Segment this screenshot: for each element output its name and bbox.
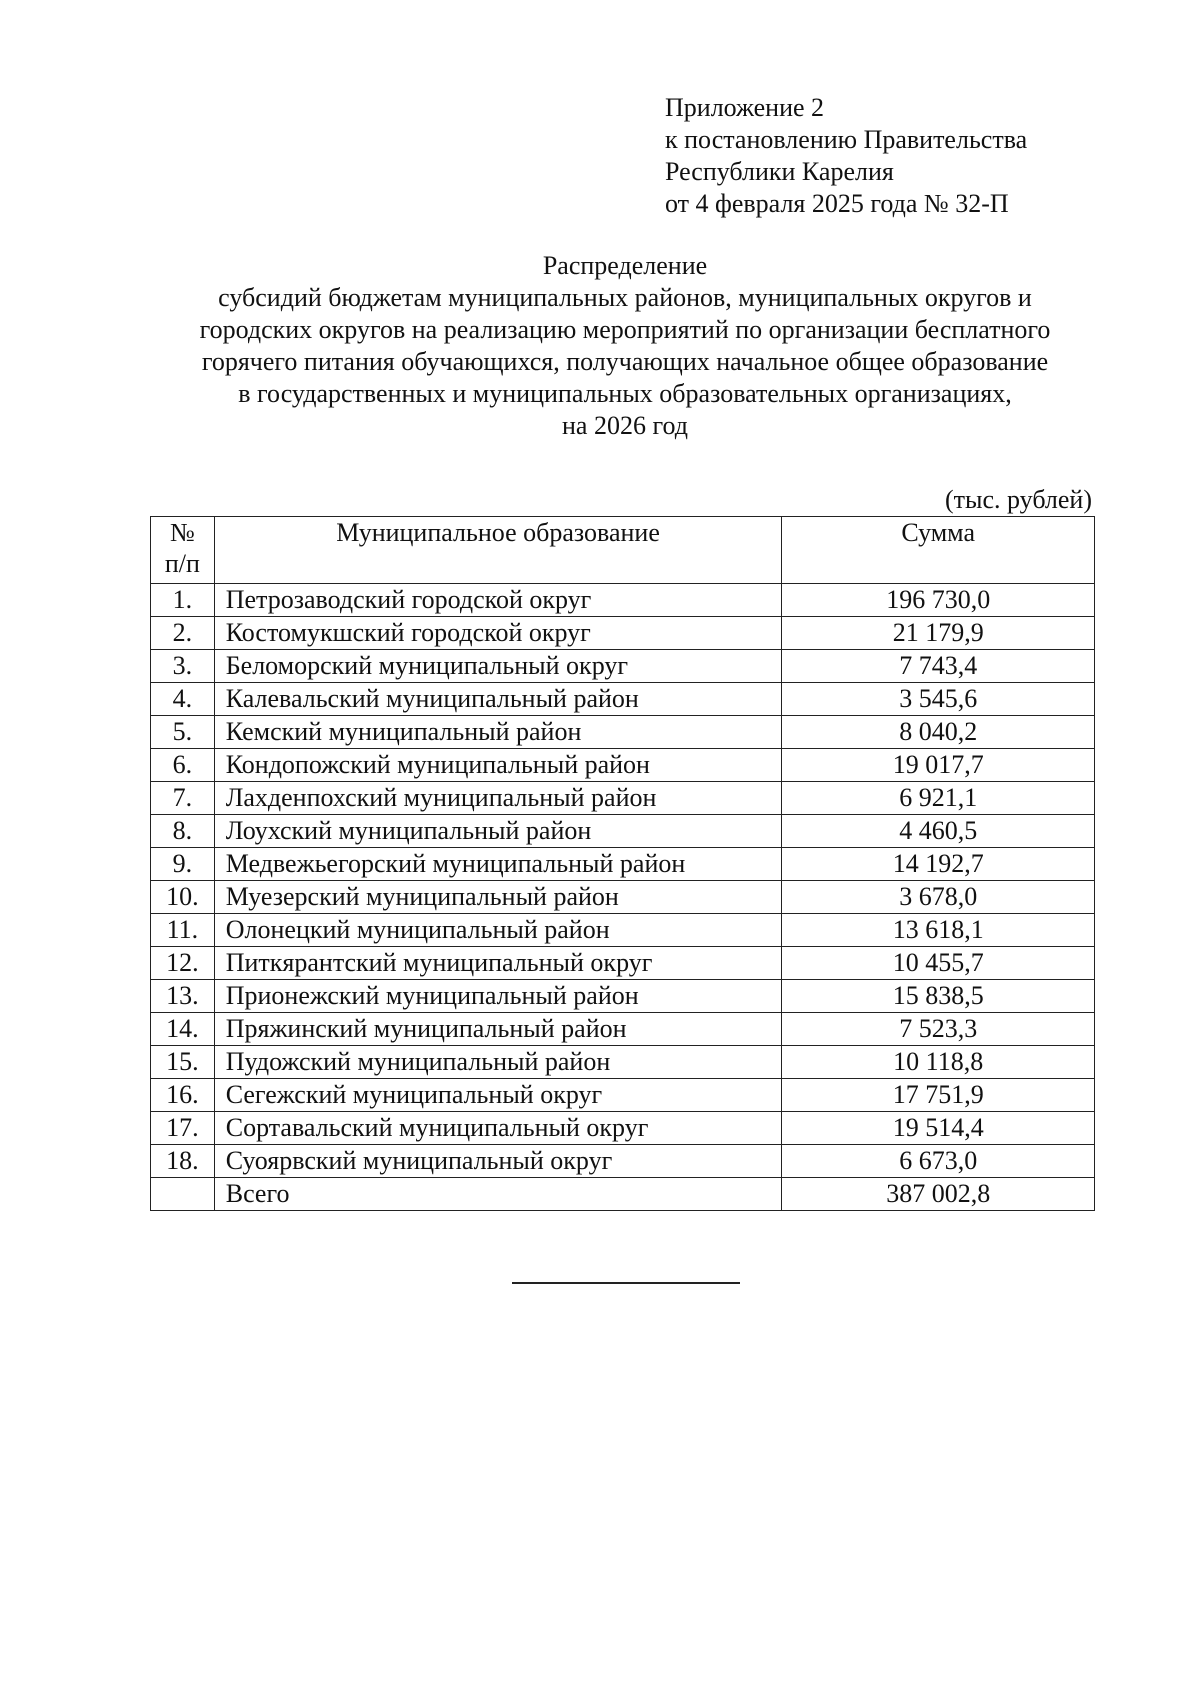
table-row bbox=[151, 1046, 1095, 1079]
header-number-sign: № bbox=[169, 518, 195, 547]
units-label: (тыс. рублей) bbox=[944, 485, 1092, 514]
row-municipality: Сегежский муниципальный округ bbox=[214, 1079, 782, 1112]
total-row bbox=[151, 1178, 1095, 1211]
table-body bbox=[151, 584, 1095, 1211]
table-row bbox=[151, 782, 1095, 815]
table-row bbox=[151, 650, 1095, 683]
row-municipality: Беломорский муниципальный округ bbox=[214, 650, 782, 683]
row-municipality: Пряжинский муниципальный район bbox=[214, 1013, 782, 1046]
row-number: 15. bbox=[151, 1046, 215, 1079]
appendix-decree-line: к постановлению Правительства bbox=[665, 125, 1028, 154]
table-row bbox=[151, 683, 1095, 716]
document-title bbox=[110, 250, 1140, 442]
row-sum: 196 730,0 bbox=[782, 584, 1095, 617]
row-municipality: Медвежьегорский муниципальный район bbox=[214, 848, 782, 881]
table-row bbox=[151, 980, 1095, 1013]
title-line-1: Распределение bbox=[542, 251, 708, 280]
header-sum: Сумма bbox=[782, 517, 1095, 584]
row-sum: 19 017,7 bbox=[782, 749, 1095, 782]
table-row bbox=[151, 848, 1095, 881]
row-sum: 10 455,7 bbox=[782, 947, 1095, 980]
row-number: 10. bbox=[151, 881, 215, 914]
row-municipality: Калевальский муниципальный район bbox=[214, 683, 782, 716]
row-sum: 7 523,3 bbox=[782, 1013, 1095, 1046]
row-municipality: Лахденпохский муниципальный район bbox=[214, 782, 782, 815]
table-header-row bbox=[151, 517, 1095, 584]
header-municipality: Муниципальное образование bbox=[214, 517, 782, 584]
title-line-4: горячего питания обучающихся, получающих начальное общее образование bbox=[201, 347, 1049, 376]
row-sum: 4 460,5 bbox=[782, 815, 1095, 848]
row-municipality: Прионежский муниципальный район bbox=[214, 980, 782, 1013]
row-number: 16. bbox=[151, 1079, 215, 1112]
row-number: 9. bbox=[151, 848, 215, 881]
table-row bbox=[151, 881, 1095, 914]
row-number: 3. bbox=[151, 650, 215, 683]
row-sum: 10 118,8 bbox=[782, 1046, 1095, 1079]
appendix-number: Приложение 2 bbox=[665, 93, 825, 122]
row-municipality: Кемский муниципальный район bbox=[214, 716, 782, 749]
row-number: 12. bbox=[151, 947, 215, 980]
total-sum: 387 002,8 bbox=[782, 1178, 1095, 1211]
row-sum: 8 040,2 bbox=[782, 716, 1095, 749]
table-row bbox=[151, 1013, 1095, 1046]
appendix-republic-line: Республики Карелия bbox=[665, 157, 894, 186]
header-number-abbr: п/п bbox=[164, 549, 200, 578]
table-row bbox=[151, 1112, 1095, 1145]
row-municipality: Питкярантский муниципальный округ bbox=[214, 947, 782, 980]
row-number: 14. bbox=[151, 1013, 215, 1046]
row-municipality: Костомукшский городской округ bbox=[214, 617, 782, 650]
row-sum: 14 192,7 bbox=[782, 848, 1095, 881]
appendix-date-line: от 4 февраля 2025 года № 32-П bbox=[665, 189, 1009, 218]
row-municipality: Кондопожский муниципальный район bbox=[214, 749, 782, 782]
row-number: 4. bbox=[151, 683, 215, 716]
row-sum: 13 618,1 bbox=[782, 914, 1095, 947]
row-number: 17. bbox=[151, 1112, 215, 1145]
title-line-5: в государственных и муниципальных образовательных организациях, bbox=[238, 379, 1012, 408]
row-municipality: Сортавальский муниципальный округ bbox=[214, 1112, 782, 1145]
row-municipality: Олонецкий муниципальный район bbox=[214, 914, 782, 947]
row-municipality: Суоярвский муниципальный округ bbox=[214, 1145, 782, 1178]
table-row bbox=[151, 1079, 1095, 1112]
row-sum: 7 743,4 bbox=[782, 650, 1095, 683]
table-row bbox=[151, 749, 1095, 782]
table-row bbox=[151, 947, 1095, 980]
table-row bbox=[151, 617, 1095, 650]
title-line-3: городских округов на реализацию мероприятий по организации бесплатного bbox=[199, 315, 1051, 344]
row-sum: 6 921,1 bbox=[782, 782, 1095, 815]
row-number: 18. bbox=[151, 1145, 215, 1178]
row-municipality: Лоухский муниципальный район bbox=[214, 815, 782, 848]
row-sum: 17 751,9 bbox=[782, 1079, 1095, 1112]
row-sum: 3 678,0 bbox=[782, 881, 1095, 914]
row-number: 7. bbox=[151, 782, 215, 815]
row-municipality: Петрозаводский городской округ bbox=[214, 584, 782, 617]
total-number-empty bbox=[151, 1178, 215, 1211]
header-number bbox=[151, 517, 215, 584]
total-label: Всего bbox=[214, 1178, 782, 1211]
row-sum: 3 545,6 bbox=[782, 683, 1095, 716]
row-number: 11. bbox=[151, 914, 215, 947]
row-sum: 6 673,0 bbox=[782, 1145, 1095, 1178]
table-row bbox=[151, 1145, 1095, 1178]
closing-divider bbox=[512, 1282, 740, 1284]
title-line-6: на 2026 год bbox=[562, 411, 688, 440]
row-municipality: Муезерский муниципальный район bbox=[214, 881, 782, 914]
appendix-reference bbox=[665, 92, 1027, 220]
row-number: 2. bbox=[151, 617, 215, 650]
table-row bbox=[151, 914, 1095, 947]
row-number: 6. bbox=[151, 749, 215, 782]
row-number: 5. bbox=[151, 716, 215, 749]
table-row bbox=[151, 716, 1095, 749]
title-line-2: субсидий бюджетам муниципальных районов, муниципальных округов и bbox=[218, 283, 1032, 312]
table-row bbox=[151, 815, 1095, 848]
row-sum: 15 838,5 bbox=[782, 980, 1095, 1013]
row-sum: 21 179,9 bbox=[782, 617, 1095, 650]
table-row bbox=[151, 584, 1095, 617]
row-sum: 19 514,4 bbox=[782, 1112, 1095, 1145]
row-number: 8. bbox=[151, 815, 215, 848]
row-number: 13. bbox=[151, 980, 215, 1013]
allocation-table bbox=[150, 516, 1095, 1211]
row-municipality: Пудожский муниципальный район bbox=[214, 1046, 782, 1079]
row-number: 1. bbox=[151, 584, 215, 617]
